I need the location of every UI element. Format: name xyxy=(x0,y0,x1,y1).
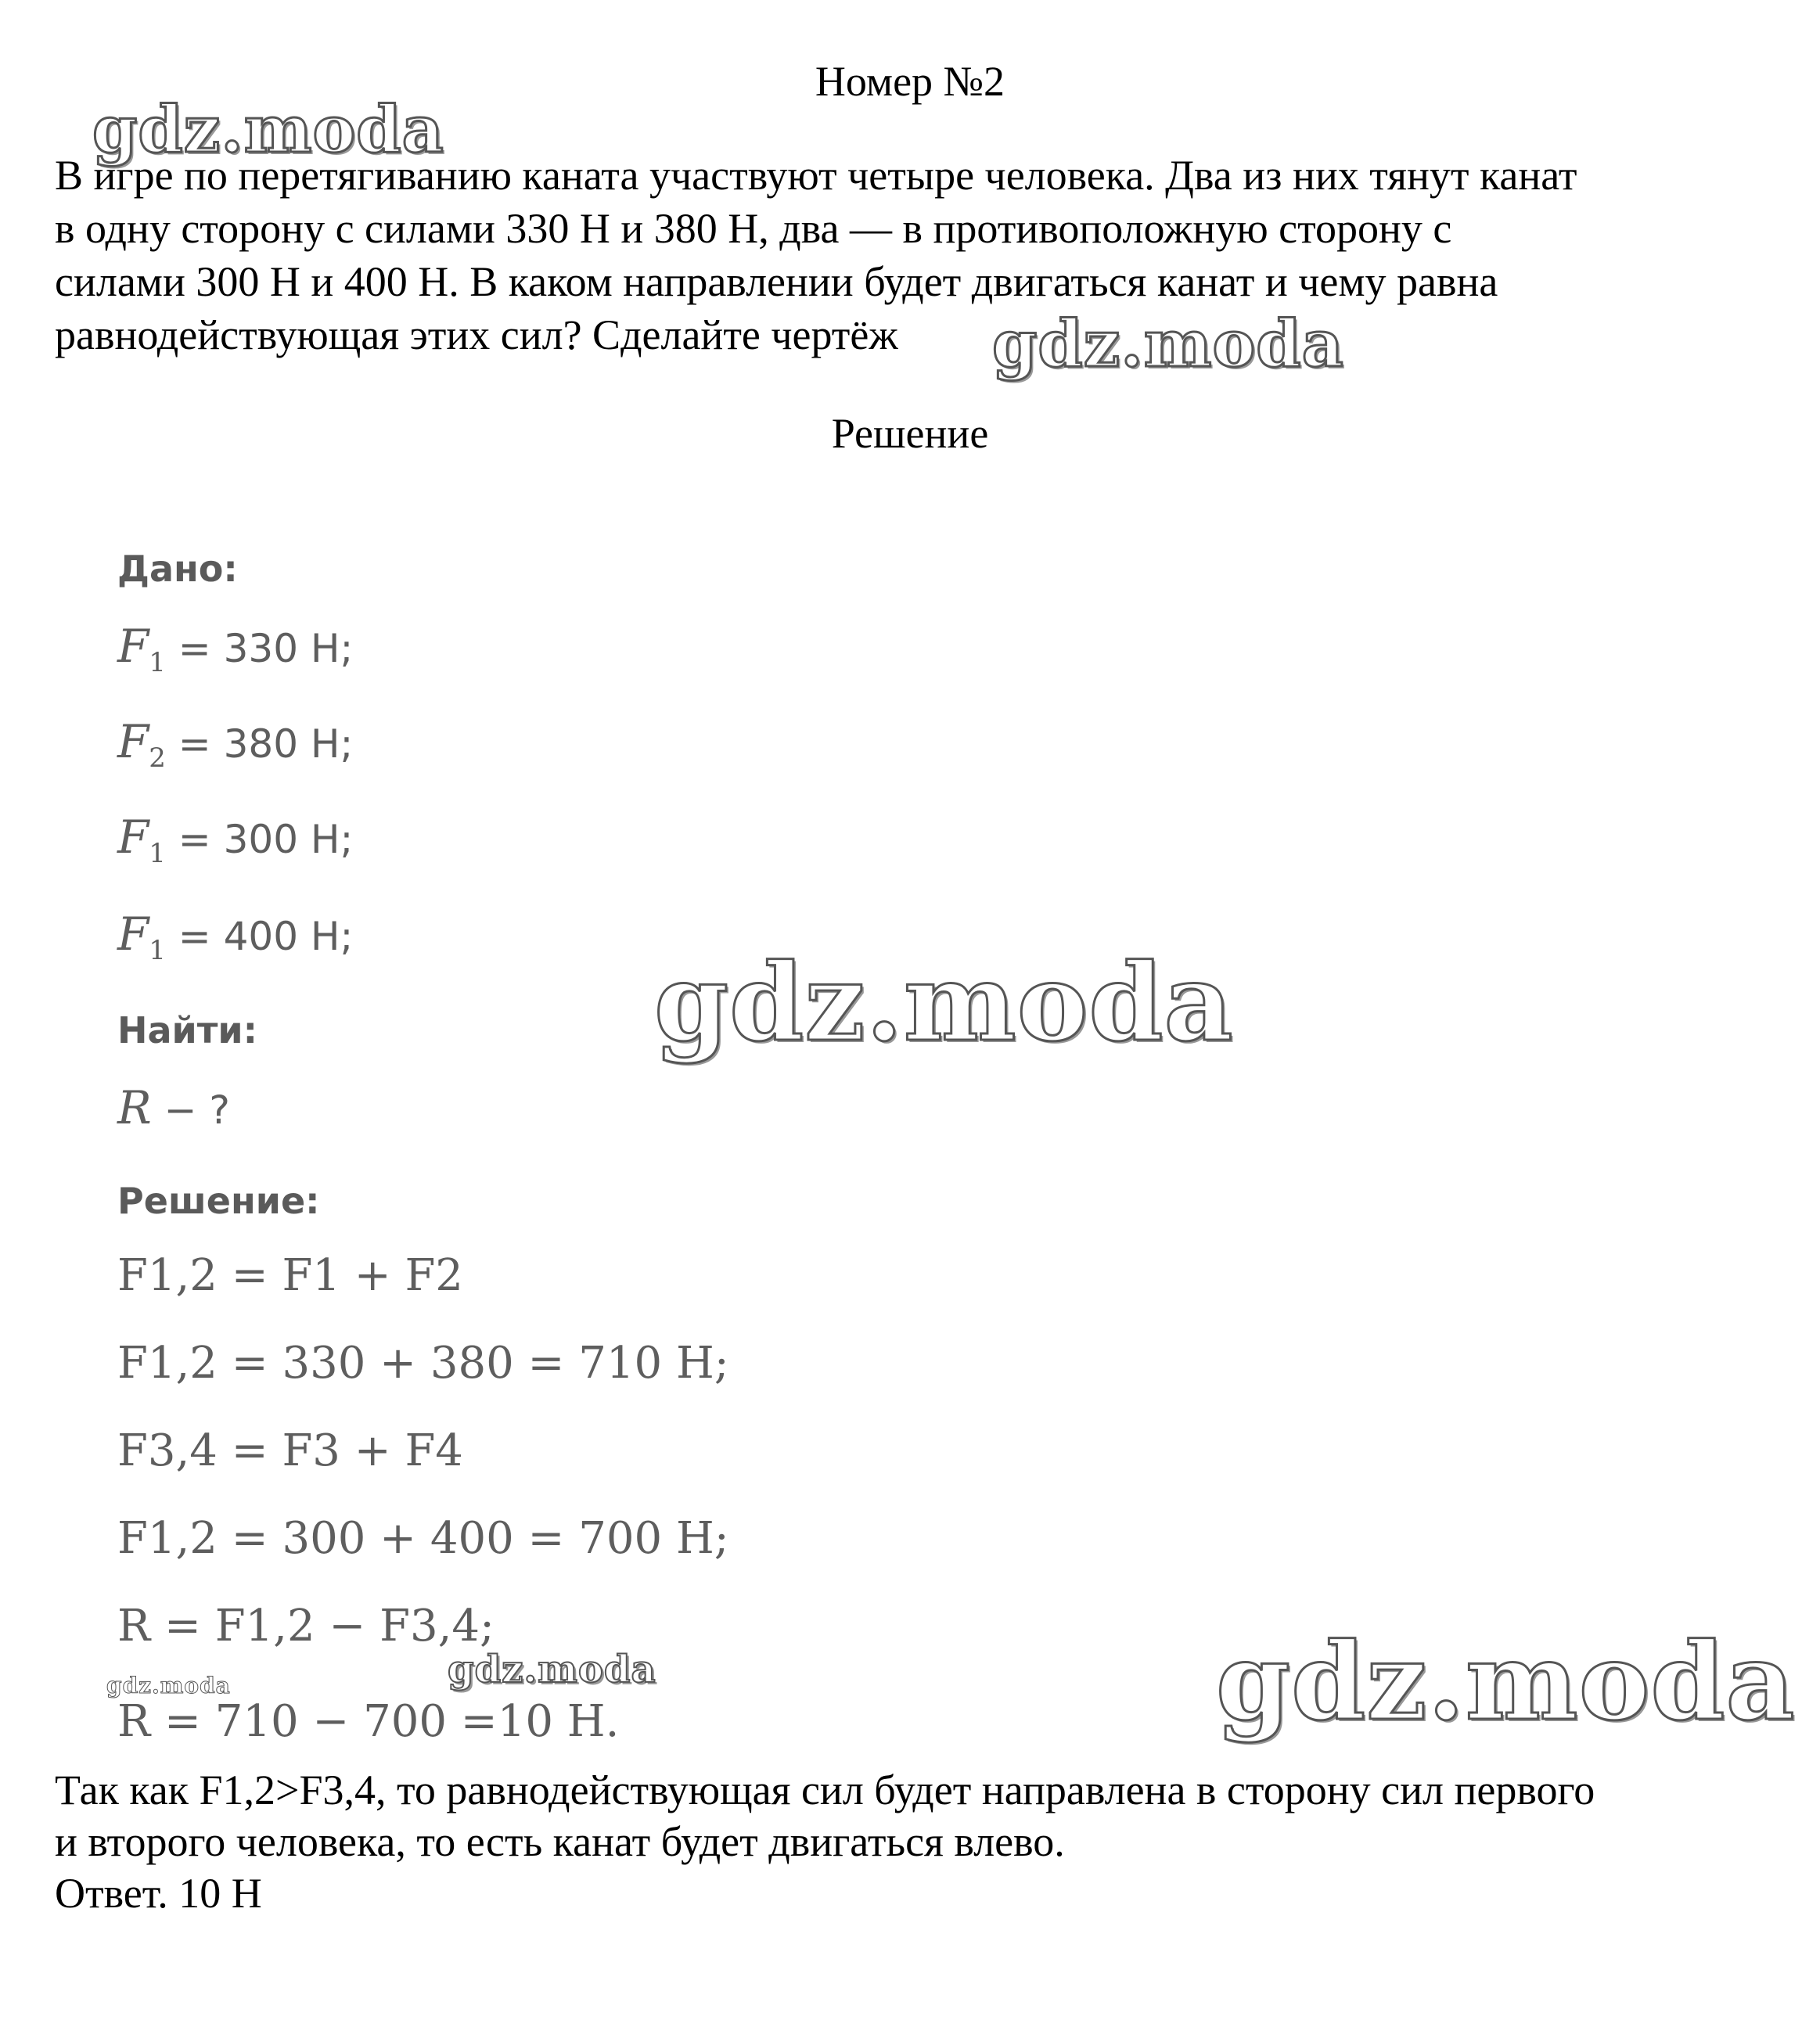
conclusion-text xyxy=(55,1764,1792,1919)
given-item xyxy=(117,811,353,869)
given-item xyxy=(117,620,353,678)
given-subscript: 1 xyxy=(149,647,166,678)
task-line: в одну сторону с силами 330 Н и 380 Н, два — в противоположную сторону с xyxy=(55,205,1452,252)
watermark: gdz.moda xyxy=(654,940,1234,1066)
given-symbol: F xyxy=(117,620,149,673)
given-value: = 400 Н; xyxy=(165,914,354,959)
conclusion-line: и второго человека, то есть канат будет двигаться влево. xyxy=(55,1818,1065,1865)
solution-heading: Решение xyxy=(831,410,989,457)
given-symbol: F xyxy=(117,811,149,864)
solution-line: F3,4 = F3 + F4 xyxy=(117,1425,463,1476)
given-item xyxy=(117,715,353,774)
solution-line: F1,2 = F1 + F2 xyxy=(117,1250,463,1301)
given-symbol: F xyxy=(117,715,149,768)
task-line: равнодействующая этих сил? Сделайте чертёж xyxy=(55,311,898,358)
given-value: = 330 Н; xyxy=(165,626,354,671)
task-line: В игре по перетягиванию каната участвуют четыре человека. Два из них тянут канат xyxy=(55,152,1577,199)
find-label: Найти: xyxy=(117,1009,258,1051)
given-value: = 380 Н; xyxy=(165,721,354,767)
watermark: gdz.moda xyxy=(1216,1619,1796,1745)
solution-line: R = 710 − 700 =10 Н. xyxy=(117,1696,620,1747)
given-value: = 300 Н; xyxy=(165,817,354,862)
watermark: gdz.moda xyxy=(106,1673,231,1698)
solution-line: F1,2 = 300 + 400 = 700 Н; xyxy=(117,1513,729,1564)
given-subscript: 1 xyxy=(149,935,166,966)
watermark: gdz.moda xyxy=(992,307,1344,382)
solution-label: Решение: xyxy=(117,1180,320,1222)
given-symbol: F xyxy=(117,908,149,961)
watermark: gdz.moda xyxy=(92,92,444,167)
find-symbol: R xyxy=(117,1081,152,1134)
watermark: gdz.moda xyxy=(448,1648,656,1691)
find-value: − ? xyxy=(151,1087,230,1133)
find-item xyxy=(117,1081,230,1134)
given-subscript: 2 xyxy=(149,742,166,774)
task-line: силами 300 Н и 400 Н. В каком направлении будет двигаться канат и чему равна xyxy=(55,258,1498,305)
answer-line: Ответ. 10 Н xyxy=(55,1870,262,1917)
given-subscript: 1 xyxy=(149,838,166,869)
task-text xyxy=(55,149,1776,361)
given-label: Дано: xyxy=(117,548,238,590)
conclusion-line: Так как F1,2>F3,4, то равнодействующая сил будет направлена в сторону сил первого xyxy=(55,1767,1595,1813)
solution-line: F1,2 = 330 + 380 = 710 Н; xyxy=(117,1338,729,1389)
page-title: Номер №2 xyxy=(815,58,1005,105)
solution-line: R = F1,2 − F3,4; xyxy=(117,1601,495,1652)
given-item xyxy=(117,908,353,966)
